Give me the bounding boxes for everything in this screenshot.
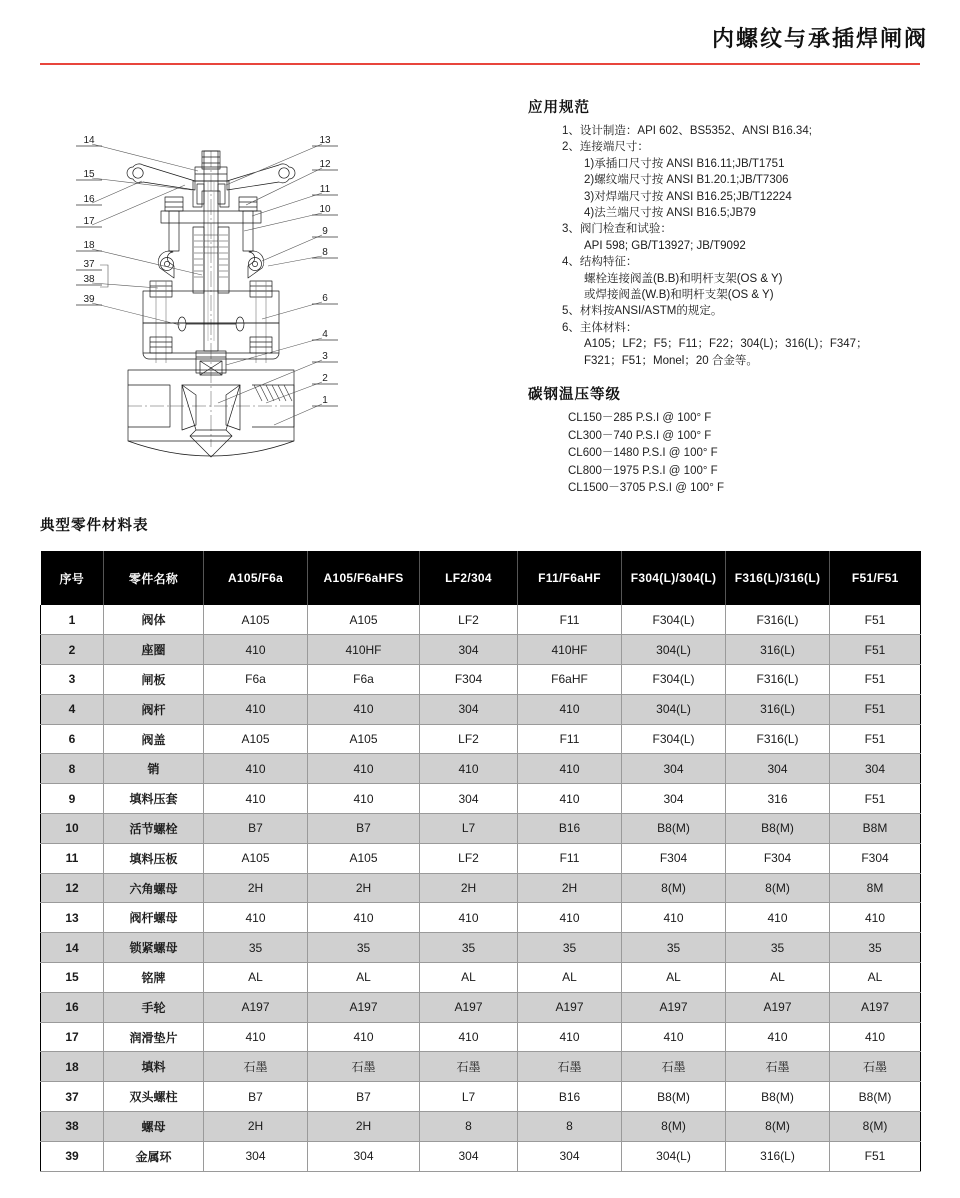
cell-material: AL [726, 963, 830, 993]
cell-material: 316(L) [726, 635, 830, 665]
cell-part-number: 9 [41, 784, 104, 814]
callout-12: 12 [319, 159, 331, 170]
cell-material: LF2 [420, 724, 518, 754]
cell-material: L7 [420, 814, 518, 844]
cell-material: 304(L) [622, 635, 726, 665]
spec-item-3: 3、阀门检查和试验： [562, 223, 672, 236]
cell-material: 304 [726, 754, 830, 784]
cell-material: 410 [518, 754, 622, 784]
cell-material: A105 [308, 724, 420, 754]
cell-material: 2H [204, 873, 308, 903]
callout-2: 2 [322, 373, 328, 384]
cell-material: 35 [622, 933, 726, 963]
cell-material: 410 [622, 903, 726, 933]
callout-17: 17 [83, 216, 95, 227]
cell-material: A105 [204, 724, 308, 754]
callout-14: 14 [83, 135, 95, 146]
table-row [41, 933, 921, 963]
cell-material: 410 [830, 1022, 921, 1052]
cell-part-number: 1 [41, 605, 104, 635]
cell-material: 410 [204, 1022, 308, 1052]
cell-material: 410 [420, 754, 518, 784]
cell-material: A197 [622, 992, 726, 1022]
valve-technical-drawing [30, 85, 380, 485]
cell-material: AL [622, 963, 726, 993]
cell-part-name: 六角螺母 [104, 873, 204, 903]
table-header-cell-6: F304(L)/304(L) [622, 551, 726, 605]
specification-column [528, 96, 948, 498]
rating-list [568, 410, 948, 498]
spec-item-1: 1、设计制造：API 602、BS5352、ANSI B16.34; [562, 125, 812, 137]
cell-part-name: 阀盖 [104, 724, 204, 754]
cell-part-name: 阀杆 [104, 694, 204, 724]
table-row [41, 605, 921, 635]
cell-material: 410 [726, 1022, 830, 1052]
rating-cl600: CL600－1480 P.S.I @ 100° F [568, 447, 718, 460]
table-header-cell-2: A105/F6a [204, 551, 308, 605]
cell-material: 304 [518, 1141, 622, 1171]
cell-material: 410 [420, 1022, 518, 1052]
cell-material: F304 [726, 843, 830, 873]
cell-material: B7 [204, 1082, 308, 1112]
cell-material: B8(M) [726, 1082, 830, 1112]
cell-material: 35 [830, 933, 921, 963]
cell-material: 304 [830, 754, 921, 784]
spec-item-4-detail-b: 或焊接阀盖(W.B)和明杆支架(OS & Y) [584, 289, 774, 302]
cell-material: B8(M) [622, 1082, 726, 1112]
cell-part-name: 活节螺栓 [104, 814, 204, 844]
spec-item-6: 6、主体材料： [562, 321, 638, 334]
cell-part-number: 39 [41, 1141, 104, 1171]
table-row [41, 1141, 921, 1171]
cell-material: 石墨 [420, 1052, 518, 1082]
cell-material: AL [830, 963, 921, 993]
cell-part-name: 填料 [104, 1052, 204, 1082]
cell-material: 8 [420, 1112, 518, 1142]
cell-material: F6a [204, 665, 308, 695]
cell-material: 石墨 [308, 1052, 420, 1082]
cell-material: 410 [830, 903, 921, 933]
spec-item-5: 5、材料按ANSI/ASTM的规定。 [562, 305, 723, 318]
cell-material: F11 [518, 724, 622, 754]
cell-material: 2H [204, 1112, 308, 1142]
cell-material: B7 [204, 814, 308, 844]
cell-material: F11 [518, 605, 622, 635]
cell-material: 2H [308, 1112, 420, 1142]
callout-1: 1 [322, 395, 328, 406]
cell-part-name: 双头螺柱 [104, 1082, 204, 1112]
cell-material: A197 [830, 992, 921, 1022]
cell-part-name: 手轮 [104, 992, 204, 1022]
table-header-cell-7: F316(L)/316(L) [726, 551, 830, 605]
cell-part-number: 17 [41, 1022, 104, 1052]
pressure-temperature-rating-block [528, 383, 948, 498]
cell-material: 410 [308, 694, 420, 724]
cell-material: F51 [830, 635, 921, 665]
cell-material: F6aHF [518, 665, 622, 695]
callout-8: 8 [322, 247, 328, 258]
cell-part-name: 阀体 [104, 605, 204, 635]
cell-material: 2H [420, 873, 518, 903]
cell-part-name: 填料压套 [104, 784, 204, 814]
cell-material: F316(L) [726, 665, 830, 695]
rating-heading: 碳钢温压等级 [528, 387, 621, 404]
table-header-cell-0: 序号 [41, 551, 104, 605]
cell-part-name: 锁紧螺母 [104, 933, 204, 963]
callout-4: 4 [322, 329, 328, 340]
cell-material: F304(L) [622, 605, 726, 635]
cell-material: F316(L) [726, 605, 830, 635]
cell-material: 8M [830, 873, 921, 903]
cell-part-number: 8 [41, 754, 104, 784]
cell-material: A105 [204, 843, 308, 873]
callout-15: 15 [83, 169, 95, 180]
cell-material: B16 [518, 814, 622, 844]
cell-material: B8(M) [830, 1082, 921, 1112]
cell-material: 8(M) [622, 873, 726, 903]
cell-material: 35 [726, 933, 830, 963]
callout-38: 38 [83, 274, 95, 285]
cell-material: 410 [308, 903, 420, 933]
cell-material: AL [420, 963, 518, 993]
cell-material: B7 [308, 1082, 420, 1112]
cell-material: A197 [726, 992, 830, 1022]
callout-37: 37 [83, 259, 95, 270]
callout-11: 11 [319, 184, 331, 195]
cell-material: A197 [204, 992, 308, 1022]
cell-material: 410 [518, 784, 622, 814]
cell-material: 304 [622, 784, 726, 814]
cell-material: LF2 [420, 605, 518, 635]
cell-material: 410 [204, 754, 308, 784]
table-header-cell-4: LF2/304 [420, 551, 518, 605]
cell-material: 410 [518, 1022, 622, 1052]
cell-part-name: 销 [104, 754, 204, 784]
cell-material: F51 [830, 724, 921, 754]
table-row [41, 694, 921, 724]
cell-material: L7 [420, 1082, 518, 1112]
cell-material: 8 [518, 1112, 622, 1142]
callout-3: 3 [322, 351, 328, 362]
table-row [41, 754, 921, 784]
cell-material: 304 [420, 635, 518, 665]
cell-material: F51 [830, 665, 921, 695]
cell-part-number: 13 [41, 903, 104, 933]
table-header-cell-5: F11/F6aHF [518, 551, 622, 605]
cell-material: 304(L) [622, 694, 726, 724]
table-row [41, 635, 921, 665]
cell-material: A197 [518, 992, 622, 1022]
cell-part-number: 15 [41, 963, 104, 993]
cell-part-number: 38 [41, 1112, 104, 1142]
cell-part-number: 16 [41, 992, 104, 1022]
table-row [41, 665, 921, 695]
spec-item-2-2: 2)螺纹端尺寸按 ANSI B1.20.1;JB/T7306 [584, 174, 789, 187]
cell-material: 304 [204, 1141, 308, 1171]
cell-material: 410 [204, 903, 308, 933]
cell-material: 石墨 [204, 1052, 308, 1082]
cell-material: AL [518, 963, 622, 993]
cell-part-number: 2 [41, 635, 104, 665]
callout-13: 13 [319, 135, 331, 146]
cell-material: F304(L) [622, 665, 726, 695]
cell-material: 35 [308, 933, 420, 963]
table-header-cell-3: A105/F6aHFS [308, 551, 420, 605]
cell-material: 石墨 [622, 1052, 726, 1082]
cell-material: AL [308, 963, 420, 993]
rating-cl150: CL150－285 P.S.I @ 100° F [568, 412, 712, 425]
cell-material: B8(M) [622, 814, 726, 844]
cell-material: 410 [308, 754, 420, 784]
cell-material: 316 [726, 784, 830, 814]
cell-material: 410 [308, 1022, 420, 1052]
callout-10: 10 [319, 204, 331, 215]
cell-material: A105 [308, 605, 420, 635]
cell-material: 304 [622, 754, 726, 784]
callout-16: 16 [83, 194, 95, 205]
table-row [41, 814, 921, 844]
cell-material: F316(L) [726, 724, 830, 754]
title-divider [40, 63, 920, 65]
rating-cl800: CL800－1975 P.S.I @ 100° F [568, 464, 718, 477]
cell-material: 410 [518, 903, 622, 933]
spec-item-3-detail: API 598; GB/T13927; JB/T9092 [584, 239, 746, 252]
table-row [41, 1052, 921, 1082]
cell-material: 410 [420, 903, 518, 933]
cell-material: F51 [830, 784, 921, 814]
cell-part-number: 14 [41, 933, 104, 963]
cell-material: 石墨 [518, 1052, 622, 1082]
cell-part-number: 10 [41, 814, 104, 844]
cell-material: 8(M) [726, 1112, 830, 1142]
cell-material: 410 [204, 694, 308, 724]
cell-material: B16 [518, 1082, 622, 1112]
cell-material: F6a [308, 665, 420, 695]
table-row [41, 992, 921, 1022]
page-header [0, 0, 960, 76]
cell-part-name: 填料压板 [104, 843, 204, 873]
cell-material: 35 [518, 933, 622, 963]
application-spec-list-cont2 [562, 254, 948, 270]
cell-material: A105 [308, 843, 420, 873]
cell-part-number: 12 [41, 873, 104, 903]
cell-material: 304 [420, 784, 518, 814]
cell-material: 8(M) [726, 873, 830, 903]
spec-item-6-detail-a: A105；LF2；F5；F11；F22；304(L)；316(L)；F347； [584, 338, 868, 351]
cell-material: 410 [622, 1022, 726, 1052]
cell-material: 石墨 [726, 1052, 830, 1082]
table-row [41, 843, 921, 873]
cell-material: 304 [420, 1141, 518, 1171]
parts-material-table [40, 551, 921, 1172]
application-spec-list-cont3 [562, 303, 948, 336]
cell-material: 8(M) [622, 1112, 726, 1142]
spec-item-2: 2、连接端尺寸： [562, 141, 649, 154]
parts-table-container [40, 551, 920, 1172]
cell-material: 石墨 [830, 1052, 921, 1082]
cell-material: 410 [518, 694, 622, 724]
cell-material: 410 [204, 635, 308, 665]
cell-material: A197 [308, 992, 420, 1022]
spec-item-2-4: 4)法兰端尺寸按 ANSI B16.5;JB79 [584, 207, 756, 220]
cell-material: F304 [622, 843, 726, 873]
spec-item-4-detail-a: 螺栓连接阀盖(B.B)和明杆支架(OS & Y) [584, 272, 783, 285]
cell-part-name: 阀杆螺母 [104, 903, 204, 933]
cell-part-name: 螺母 [104, 1112, 204, 1142]
cell-part-number: 37 [41, 1082, 104, 1112]
table-row [41, 784, 921, 814]
callout-39: 39 [83, 294, 95, 305]
cell-material: B7 [308, 814, 420, 844]
cell-material: 8(M) [830, 1112, 921, 1142]
cell-part-name: 金属环 [104, 1141, 204, 1171]
cell-material: 35 [204, 933, 308, 963]
cell-part-number: 11 [41, 843, 104, 873]
cell-material: F51 [830, 1141, 921, 1171]
cell-material: 304 [308, 1141, 420, 1171]
cell-material: F304 [420, 665, 518, 695]
cell-material: B8(M) [726, 814, 830, 844]
cell-material: F304 [830, 843, 921, 873]
table-body [41, 605, 921, 1171]
cell-material: 410 [308, 784, 420, 814]
cell-part-number: 6 [41, 724, 104, 754]
spec-item-6-detail-b: F321；F51；Monel；20 合金等。 [584, 354, 758, 367]
cell-part-name: 铭牌 [104, 963, 204, 993]
table-header-cell-8: F51/F51 [830, 551, 921, 605]
callout-6: 6 [322, 293, 328, 304]
cell-part-number: 18 [41, 1052, 104, 1082]
cell-material: F51 [830, 694, 921, 724]
cell-material: 410HF [518, 635, 622, 665]
cell-material: 2H [518, 873, 622, 903]
cell-material: 304(L) [622, 1141, 726, 1171]
table-row [41, 1112, 921, 1142]
cell-material: 35 [420, 933, 518, 963]
parts-table-title: 典型零件材料表 [40, 518, 149, 534]
cell-part-name: 闸板 [104, 665, 204, 695]
rating-cl1500: CL1500－3705 P.S.I @ 100° F [568, 482, 725, 495]
application-spec-list [562, 123, 948, 156]
table-row [41, 873, 921, 903]
cell-material: 410 [204, 784, 308, 814]
table-row [41, 724, 921, 754]
cell-material: A105 [204, 605, 308, 635]
spec-item-4: 4、结构特征： [562, 256, 638, 269]
callout-9: 9 [322, 226, 328, 237]
table-row [41, 1082, 921, 1112]
cell-material: 410HF [308, 635, 420, 665]
cell-material: 316(L) [726, 1141, 830, 1171]
table-header-cell-1: 零件名称 [104, 551, 204, 605]
cell-part-name: 润滑垫片 [104, 1022, 204, 1052]
cell-material: A197 [420, 992, 518, 1022]
spec-item-2-sublist [584, 156, 948, 222]
cell-material: F304(L) [622, 724, 726, 754]
rating-cl300: CL300－740 P.S.I @ 100° F [568, 429, 712, 442]
callout-18: 18 [83, 240, 95, 251]
application-spec-heading: 应用规范 [528, 100, 590, 116]
cell-material: LF2 [420, 843, 518, 873]
cell-part-number: 3 [41, 665, 104, 695]
cell-material: 304 [420, 694, 518, 724]
page-title: 内螺纹与承插焊闸阀 [711, 26, 928, 51]
cell-material: 316(L) [726, 694, 830, 724]
cell-material: F51 [830, 605, 921, 635]
cell-material: 410 [726, 903, 830, 933]
table-header-row [41, 551, 921, 605]
cell-material: 2H [308, 873, 420, 903]
cell-material: B8M [830, 814, 921, 844]
application-spec-list-cont [562, 221, 948, 237]
table-row [41, 1022, 921, 1052]
cell-part-name: 座圈 [104, 635, 204, 665]
cell-material: AL [204, 963, 308, 993]
cell-part-number: 4 [41, 694, 104, 724]
table-row [41, 963, 921, 993]
cell-material: F11 [518, 843, 622, 873]
table-row [41, 903, 921, 933]
spec-item-2-3: 3)对焊端尺寸按 ANSI B16.25;JB/T12224 [584, 190, 792, 203]
spec-item-2-1: 1)承插口尺寸按 ANSI B16.11;JB/T1751 [584, 157, 785, 170]
